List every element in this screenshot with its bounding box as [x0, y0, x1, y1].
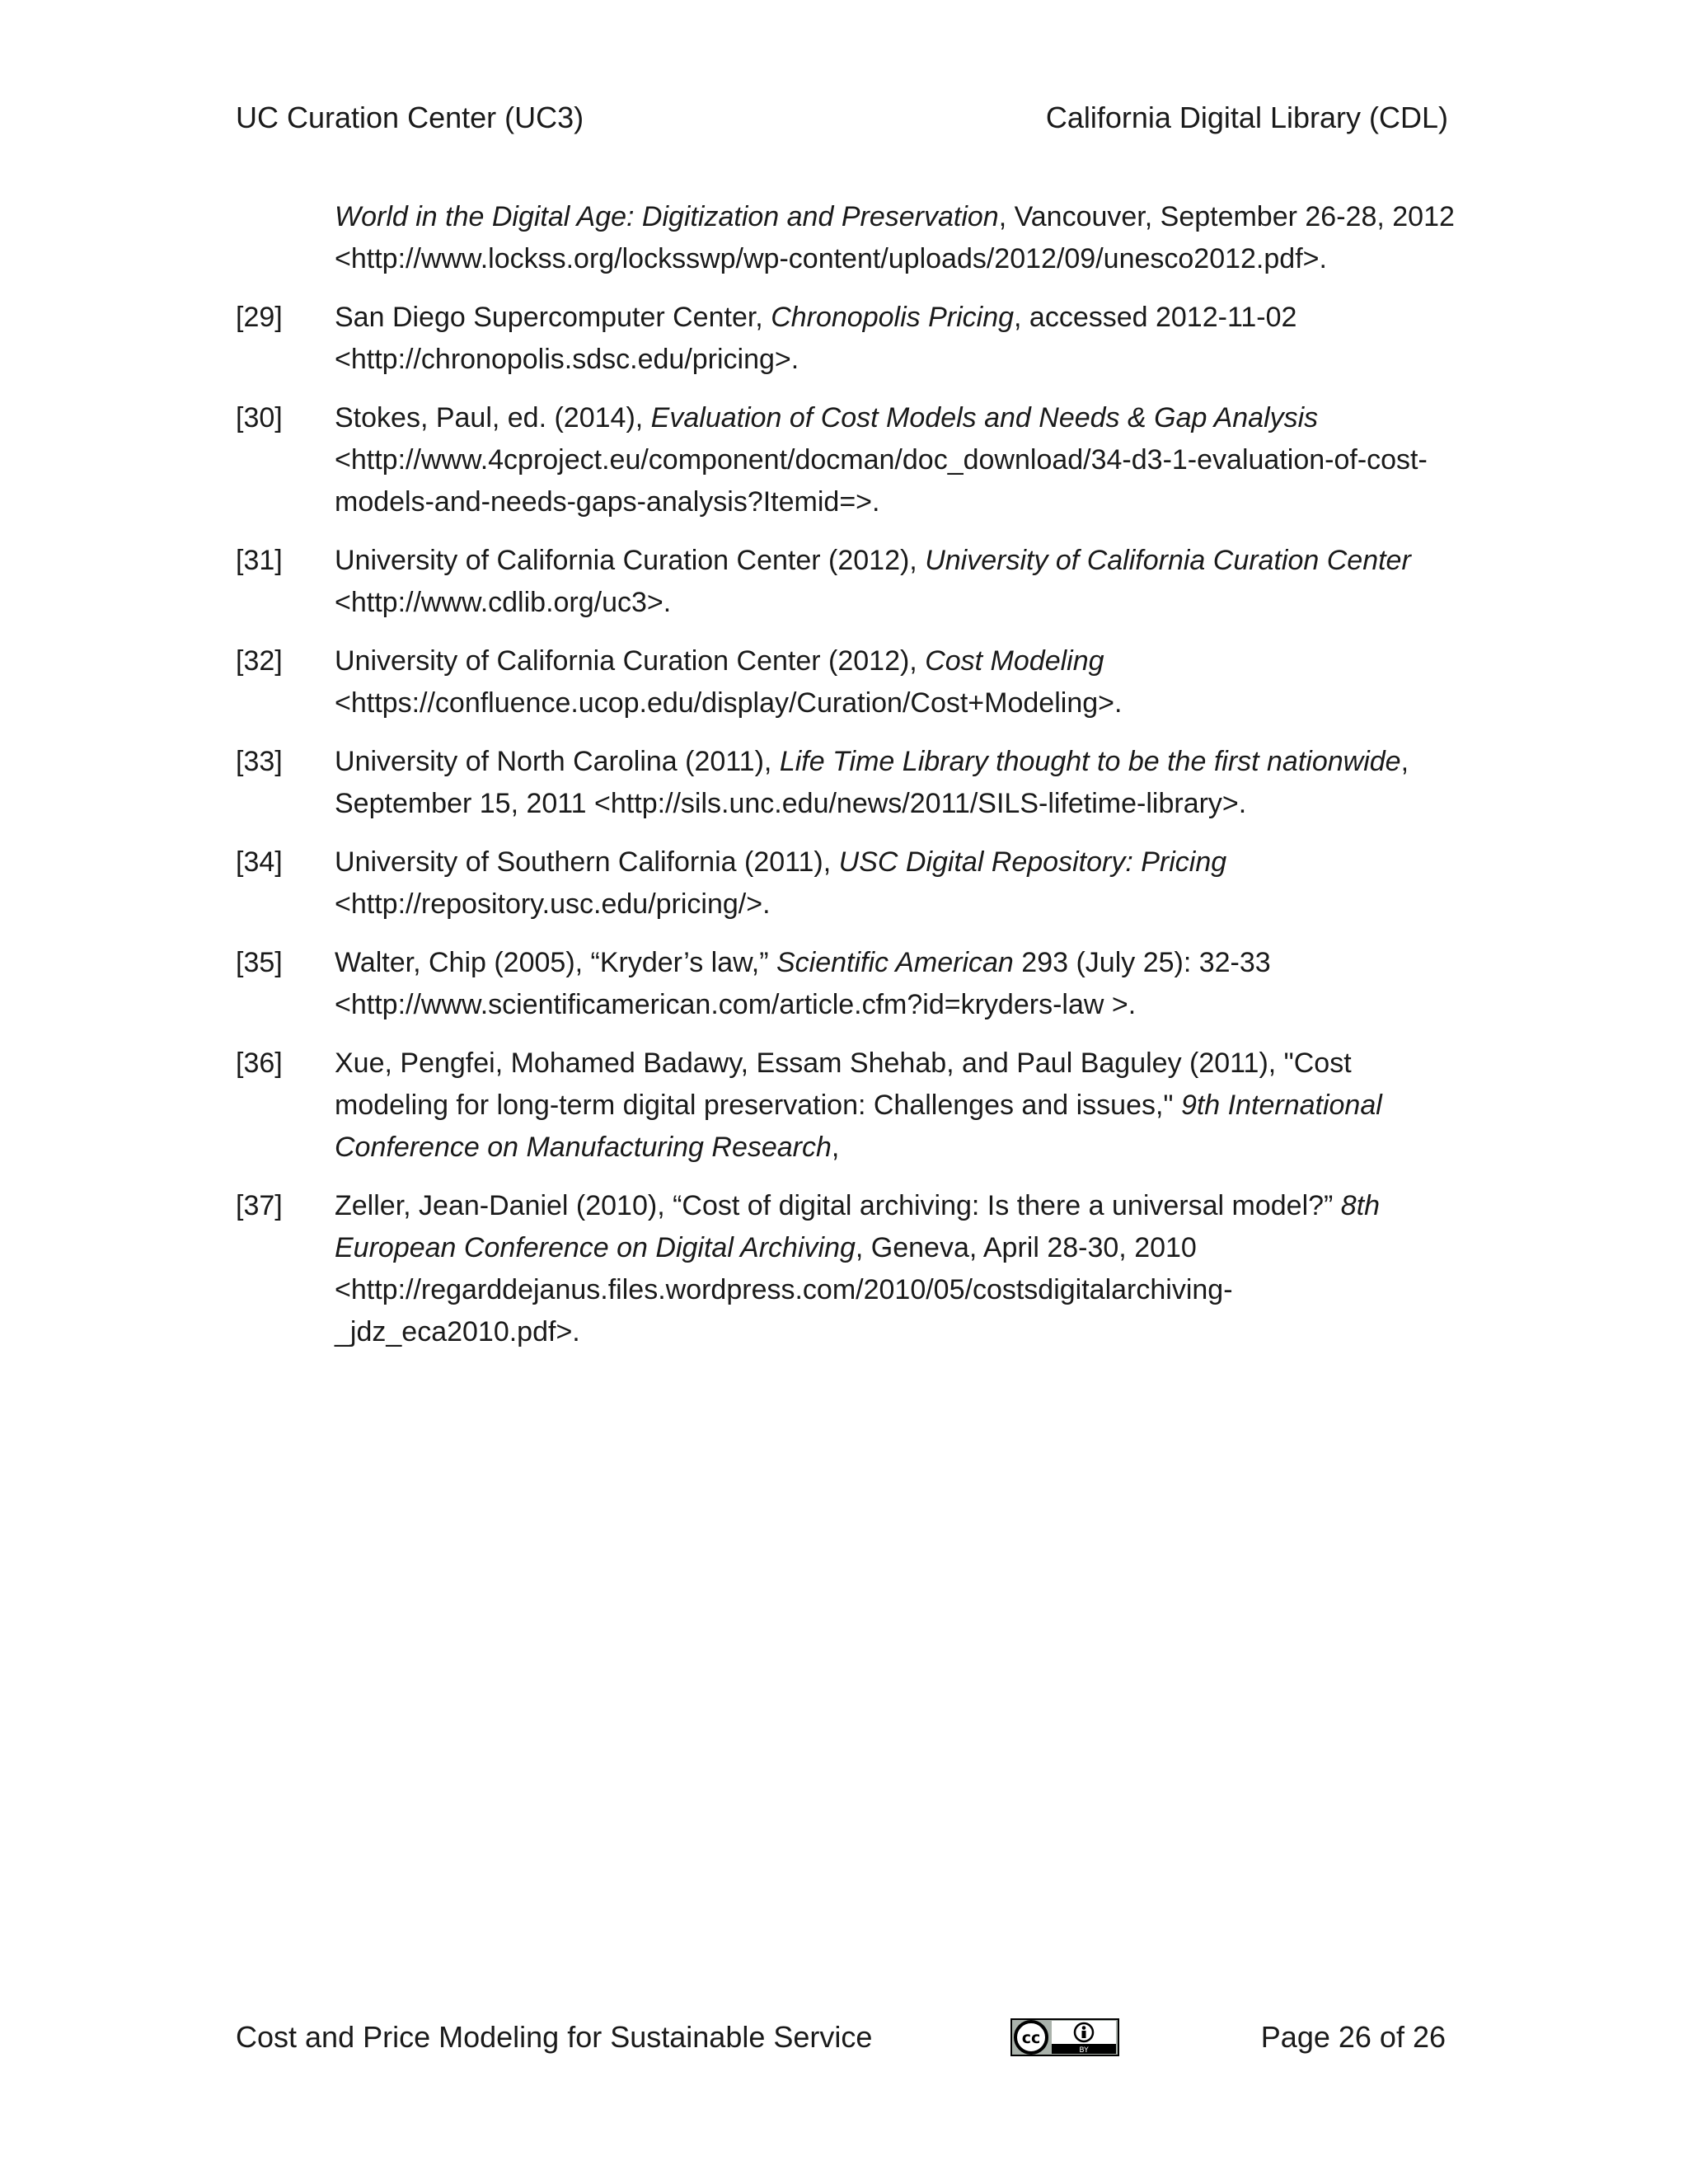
header-right: California Digital Library (CDL) [1045, 101, 1448, 134]
reference-entry [236, 741, 1456, 825]
reference-authors: Xue, Pengfei, Mohamed Badawy, Essam Shehab, and Paul Baguley (2011), "Cost modeling for long-term digital preservation: Challenges and issues," [335, 1047, 1352, 1121]
reference-entry [236, 1043, 1456, 1169]
reference-details: <http://www.cdlib.org/uc3>. [335, 587, 672, 618]
reference-authors: University of Southern California (2011), [335, 846, 839, 878]
reference-details: , September 15, 2011 <http://sils.unc.edu/news/2011/SILS-lifetime-library>. [335, 746, 1409, 819]
reference-details: , accessed 2012-11-02 <http://chronopolis.sdsc.edu/pricing>. [335, 302, 1297, 375]
reference-details: <https://confluence.ucop.edu/display/Curation/Cost+Modeling>. [335, 687, 1123, 719]
reference-number: [30] [236, 402, 283, 434]
reference-title: University of California Curation Center [925, 545, 1411, 576]
reference-title: 8th European Conference on Digital Archiving [335, 1190, 1381, 1263]
reference-continuation-text: , Vancouver, September 26-28, 2012 <http://www.lockss.org/locksswp/wp-content/uploads/2012/09/unesco2012.pdf>. [335, 201, 1455, 274]
page-number: Page 26 of 26 [1260, 2020, 1446, 2054]
reference-text [335, 942, 1456, 1026]
reference-details: 293 (July 25): 32-33 <http://www.scientificamerican.com/article.cfm?id=kryders-law >. [335, 947, 1271, 1020]
reference-number: [36] [236, 1047, 283, 1079]
reference-authors: San Diego Supercomputer Center, [335, 302, 771, 333]
reference-entry [236, 540, 1456, 624]
reference-details: <http://www.4cproject.eu/component/docman/doc_download/34-d3-1-evaluation-of-cost-models-and-needs-gaps-analysis?Itemid=>. [335, 444, 1428, 518]
reference-text [335, 841, 1456, 926]
reference-authors: Zeller, Jean-Daniel (2010), “Cost of digital archiving: Is there a universal model?” [335, 1190, 1341, 1221]
page-footer [236, 2013, 1446, 2062]
reference-entry [236, 841, 1456, 926]
reference-number: [35] [236, 947, 283, 978]
reference-number: [29] [236, 302, 283, 333]
reference-number: [37] [236, 1190, 283, 1221]
reference-authors: University of North Carolina (2011), [335, 746, 780, 777]
cc-by-label: BY [1079, 2046, 1089, 2055]
reference-title: Cost Modeling [925, 645, 1104, 677]
creative-commons-by-icon [1010, 2018, 1119, 2056]
reference-entry [236, 640, 1456, 724]
cc-symbol: cc [1021, 2029, 1041, 2047]
reference-text [335, 1043, 1456, 1169]
reference-entry [236, 1185, 1456, 1353]
reference-items [236, 297, 1456, 1353]
reference-text [335, 397, 1456, 523]
reference-text [335, 741, 1456, 825]
reference-details: , Geneva, April 28-30, 2010 <http://regarddejanus.files.wordpress.com/2010/05/costsdigitalarchiving-_jdz_eca2010.pdf>. [335, 1232, 1233, 1347]
reference-list [236, 196, 1456, 1370]
reference-number: [31] [236, 545, 283, 576]
header-left: UC Curation Center (UC3) [236, 101, 584, 134]
reference-number: [34] [236, 846, 283, 878]
reference-title: Evaluation of Cost Models and Needs & Gap Analysis [650, 402, 1319, 434]
reference-authors: University of California Curation Center (2012), [335, 545, 926, 576]
reference-number: [32] [236, 645, 283, 677]
reference-entry [236, 942, 1456, 1026]
reference-title: Scientific American [776, 947, 1014, 978]
reference-text [335, 1185, 1456, 1353]
reference-details: <http://repository.usc.edu/pricing/>. [335, 888, 771, 920]
reference-text [335, 540, 1456, 624]
reference-continuation-title: World in the Digital Age: Digitization and Preservation [335, 201, 999, 232]
reference-entry [236, 297, 1456, 381]
reference-title: USC Digital Repository: Pricing [838, 846, 1227, 878]
footer-title: Cost and Price Modeling for Sustainable Service [236, 2020, 873, 2054]
page-header [236, 97, 1448, 138]
reference-text [335, 640, 1456, 724]
reference-details: , [831, 1132, 840, 1163]
reference-continuation [335, 196, 1456, 280]
reference-authors: Stokes, Paul, ed. (2014), [335, 402, 651, 434]
reference-entry [236, 397, 1456, 523]
reference-authors: University of California Curation Center (2012), [335, 645, 926, 677]
reference-number: [33] [236, 746, 283, 777]
reference-text [335, 297, 1456, 381]
reference-title: Chronopolis Pricing [771, 302, 1015, 333]
reference-authors: Walter, Chip (2005), “Kryder’s law,” [335, 947, 776, 978]
reference-title: 9th International Conference on Manufacturing Research [335, 1090, 1382, 1163]
reference-title: Life Time Library thought to be the first nationwide [779, 746, 1401, 777]
